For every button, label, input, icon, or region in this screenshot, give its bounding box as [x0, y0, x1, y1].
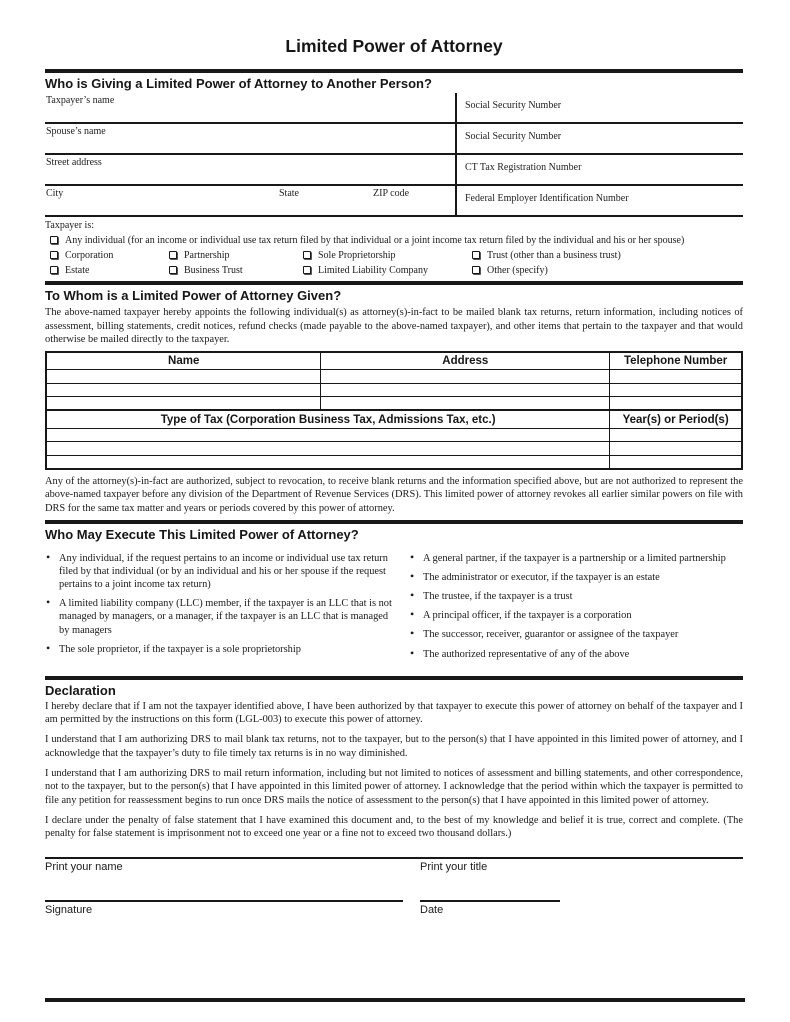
appointment-intro-text: The above-named taxpayer hereby appoints the following individual(s) as attorney(s)-in-fact to be mailed blank tax returns, return information, including notices of assessment, billing statements, credit notices, refund checks (made payable to the above-named taxpayer), and other items that pertain to the taxpayer and that would otherwise be mailed directly to the taxpayer.: [45, 307, 743, 346]
taxpayer-name-field[interactable]: [45, 93, 455, 122]
bullet-item: • A general partner, if the taxpayer is a partnership or a limited partnership: [409, 552, 743, 565]
spouse-name-field[interactable]: [45, 124, 455, 153]
taxpayer-ssn-field[interactable]: [455, 93, 743, 122]
taxpayer-type-block: [45, 217, 743, 276]
address-cell[interactable]: [321, 383, 610, 397]
col-header-type-of-tax: Type of Tax (Corporation Business Tax, Admissions Tax, etc.): [46, 410, 610, 428]
type-of-tax-cell[interactable]: [46, 442, 610, 456]
state-label: State: [279, 188, 299, 199]
city-field[interactable]: [46, 188, 279, 215]
type-of-tax-cell[interactable]: [46, 428, 610, 442]
bullet-item: • The authorized representative of any of the above: [409, 648, 743, 661]
bullet-item: • The sole proprietor, if the taxpayer is a sole proprietorship: [45, 643, 399, 656]
print-title-label: Print your title: [420, 861, 488, 874]
form-title: Limited Power of Attorney: [285, 36, 503, 56]
street-address-field[interactable]: [45, 155, 455, 184]
taxpayer-is-label: Taxpayer is:: [45, 220, 95, 231]
print-name-label: Print your name: [45, 861, 123, 874]
ct-tax-registration-label: CT Tax Registration Number: [465, 162, 582, 173]
declaration-paragraph: I declare under the penalty of false statement that I have examined this document and, to the best of my knowledge and belief it is true, correct and complete. (The penalty for false statement is imprisonment not to exceed one year or a fine not to exceed two thousand dollars.): [45, 814, 743, 840]
fein-field[interactable]: [455, 186, 743, 215]
section-divider: [45, 520, 743, 524]
section2-heading: To Whom is a Limited Power of Attorney Given?: [45, 288, 342, 303]
spouse-ssn-label: Social Security Number: [465, 131, 562, 142]
section3-heading: Who May Execute This Limited Power of Attorney?: [45, 526, 359, 542]
checkbox-sole-proprietorship[interactable]: [303, 251, 311, 259]
zip-label: ZIP code: [373, 188, 410, 199]
city-label: City: [46, 188, 64, 199]
checkbox-corporation[interactable]: [50, 251, 58, 259]
page-bottom-rule: [45, 998, 745, 1002]
col-header-telephone: Telephone Number: [610, 352, 742, 370]
authorization-text: Any of the attorney(s)-in-fact are authorized, subject to revocation, to receive blank returns and the information specified above, but are not authorized to represent the above-named taxpayer before any division of the Department of Revenue Services (DRS). This limited power of attorney revokes all earlier similar powers on file with DRS for the same tax matter and years or periods covered by this power of attorney.: [45, 475, 743, 514]
taxpayer-ssn-label: Social Security Number: [465, 100, 562, 111]
section-divider: [45, 676, 743, 680]
bullet-item: • The administrator or executor, if the taxpayer is an estate: [409, 571, 743, 584]
appointees-table: [45, 351, 743, 470]
zip-field[interactable]: [373, 188, 455, 215]
section1-heading: Who is Giving a Limited Power of Attorney to Another Person?: [45, 76, 432, 91]
years-cell[interactable]: [610, 442, 742, 456]
spouse-name-label: Spouse’s name: [46, 126, 106, 137]
checkbox-corporation-label: Corporation: [65, 250, 114, 261]
signature-line[interactable]: [45, 900, 403, 916]
checkbox-estate[interactable]: [50, 266, 58, 274]
bullet-item: • A principal officer, if the taxpayer is a corporation: [409, 609, 743, 622]
bullet-item: • The successor, receiver, guarantor or assignee of the taxpayer: [409, 628, 743, 641]
telephone-cell[interactable]: [610, 397, 742, 411]
section4-heading: Declaration: [45, 682, 116, 698]
col-header-years: Year(s) or Period(s): [610, 410, 742, 428]
checkbox-partnership[interactable]: [169, 251, 177, 259]
section-divider: [45, 281, 743, 285]
years-cell[interactable]: [610, 428, 742, 442]
checkbox-any-individual-label: Any individual (for an income or individual use tax return filed by that individual or a joint income tax return filed by the individual and his or her spouse): [65, 235, 685, 246]
address-cell[interactable]: [321, 370, 610, 384]
declaration-paragraph: I hereby declare that if I am not the taxpayer identified above, I have been authorized by that taxpayer to execute this power of attorney on behalf of the taxpayer and I am permitted by the instructions on this form (LGL-003) to execute this power of attorney.: [45, 700, 743, 726]
spouse-ssn-field[interactable]: [455, 124, 743, 153]
checkbox-partnership-label: Partnership: [184, 250, 230, 261]
checkbox-other[interactable]: [472, 266, 480, 274]
declaration-paragraph: I understand that I am authorizing DRS to mail blank tax returns, not to the taxpayer, but to the person(s) that I have appointed in this limited power of attorney, and I acknowledge that the taxpayer’s duty to file timely tax returns is in no way diminished.: [45, 734, 743, 759]
type-of-tax-cell[interactable]: [46, 455, 610, 469]
checkbox-other-label: Other (specify): [487, 265, 548, 276]
street-address-label: Street address: [46, 157, 102, 168]
checkbox-estate-label: Estate: [65, 265, 90, 276]
bullet-item: • A limited liability company (LLC) member, if the taxpayer is an LLC that is not managed by managers, or a manager, if the taxpayer is an LLC that is managed by managers: [45, 597, 399, 637]
date-line[interactable]: [420, 900, 560, 916]
checkbox-trust[interactable]: [472, 251, 480, 259]
checkbox-business-trust-label: Business Trust: [184, 265, 243, 276]
ct-tax-registration-field[interactable]: [455, 155, 743, 184]
who-may-execute-lists: [45, 552, 743, 667]
taxpayer-name-label: Taxpayer’s name: [46, 95, 115, 106]
checkbox-llc[interactable]: [303, 266, 311, 274]
fein-label: Federal Employer Identification Number: [465, 193, 629, 204]
telephone-cell[interactable]: [610, 383, 742, 397]
checkbox-trust-label: Trust (other than a business trust): [487, 250, 621, 261]
name-cell[interactable]: [46, 383, 321, 397]
name-cell[interactable]: [46, 370, 321, 384]
section-divider: [45, 69, 743, 73]
checkbox-business-trust[interactable]: [169, 266, 177, 274]
declaration-paragraph: I understand that I am authorizing DRS to mail return information, including but not limited to notices of assessment and billing statements, and other correspondence, not to the taxpayer, but to the person(s) that I have appointed in this limited power of attorney. I acknowledge that the period within which the taxpayer is permitted to file any petition for reassessment begins to run once DRS mails the notice of assessment to the person(s) that I have appointed in this limited power of attorney.: [45, 767, 743, 806]
state-field[interactable]: [279, 188, 373, 215]
taxpayer-info-grid: [45, 93, 743, 217]
col-header-address: Address: [321, 352, 610, 370]
col-header-name: Name: [46, 352, 321, 370]
checkbox-any-individual[interactable]: [50, 236, 58, 244]
address-cell[interactable]: [321, 397, 610, 411]
years-cell[interactable]: [610, 455, 742, 469]
name-cell[interactable]: [46, 397, 321, 411]
bullet-item: • Any individual, if the request pertains to an income or individual use tax return filed by that individual (or by an individual and his or her spouse if the request pertains to a joint income tax return): [45, 552, 399, 592]
checkbox-llc-label: Limited Liability Company: [318, 265, 428, 276]
telephone-cell[interactable]: [610, 370, 742, 384]
bullet-item: • The trustee, if the taxpayer is a trust: [409, 590, 743, 603]
signature-label: Signature: [45, 904, 93, 917]
date-label: Date: [420, 904, 444, 917]
checkbox-sole-proprietorship-label: Sole Proprietorship: [318, 250, 396, 261]
